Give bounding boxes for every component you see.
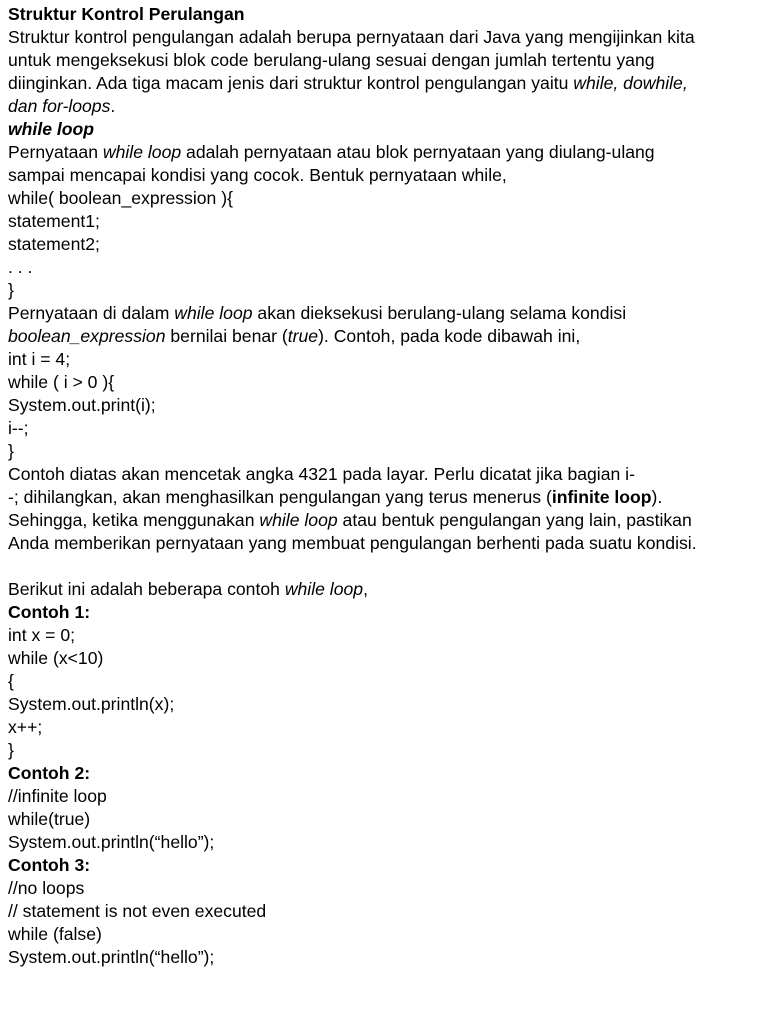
text-run: adalah pernyataan atau blok pernyataan yang diulang-ulang bbox=[181, 142, 655, 162]
intro-period: . bbox=[110, 96, 116, 116]
page-title: Struktur Kontrol Perulangan bbox=[8, 4, 245, 24]
explanation-line-1: Contoh diatas akan mencetak angka 4321 pada layar. Perlu dicatat jika bagian i- bbox=[8, 464, 635, 484]
code-line: statement2; bbox=[8, 234, 100, 254]
text-run: atau bentuk pengulangan yang lain, pastikan bbox=[337, 510, 692, 530]
code-line: . . . bbox=[8, 257, 33, 277]
code-line: while (false) bbox=[8, 924, 102, 944]
intro-line-3 bbox=[8, 72, 764, 95]
code-line: x++; bbox=[8, 717, 43, 737]
example-1 bbox=[8, 601, 764, 762]
code-line: // statement is not even executed bbox=[8, 901, 267, 921]
code-line: System.out.println(“hello”); bbox=[8, 947, 215, 967]
text-run: akan dieksekusi berulang-ulang selama kondisi bbox=[252, 303, 627, 323]
code-line: i--; bbox=[8, 418, 29, 438]
infinite-loop-term: infinite loop bbox=[551, 487, 652, 507]
code-line: while ( i > 0 ){ bbox=[8, 372, 115, 392]
code-line: statement1; bbox=[8, 211, 100, 231]
execution-line-1 bbox=[8, 302, 764, 325]
while-description-line-2: sampai mencapai kondisi yang cocok. Bentuk pernyataan while, bbox=[8, 165, 507, 185]
code-line: System.out.println(“hello”); bbox=[8, 832, 215, 852]
while-description-line-1 bbox=[8, 141, 764, 164]
blank-line bbox=[8, 555, 764, 578]
execution-line-2 bbox=[8, 325, 764, 348]
code-line: { bbox=[8, 671, 14, 691]
code-line: //no loops bbox=[8, 878, 85, 898]
true-term: true bbox=[287, 326, 319, 346]
while-loop-term: while loop bbox=[284, 579, 364, 599]
example-2-heading: Contoh 2: bbox=[8, 763, 91, 783]
while-description bbox=[8, 141, 764, 187]
text-run: bernilai benar ( bbox=[165, 326, 288, 346]
code-line: while (x<10) bbox=[8, 648, 104, 668]
text-run: , bbox=[363, 579, 368, 599]
explanation-line-4: Anda memberikan pernyataan yang membuat pengulangan berhenti pada suatu kondisi. bbox=[8, 533, 697, 553]
text-run: Pernyataan bbox=[8, 142, 103, 162]
text-run: ). bbox=[651, 487, 663, 507]
while-loop-term: while loop bbox=[102, 142, 182, 162]
code-line: } bbox=[8, 280, 14, 300]
code-example-block bbox=[8, 348, 764, 463]
code-line: while( boolean_expression ){ bbox=[8, 188, 233, 208]
text-run: Pernyataan di dalam bbox=[8, 303, 175, 323]
examples-intro bbox=[8, 578, 764, 601]
syntax-block bbox=[8, 187, 764, 302]
text-run: Berikut ini adalah beberapa contoh bbox=[8, 579, 285, 599]
code-line: System.out.println(x); bbox=[8, 694, 175, 714]
boolean-expression-term: boolean_expression bbox=[8, 326, 166, 346]
intro-line-2: untuk mengeksekusi blok code berulang-ulang sesuai dengan jumlah tertentu yang bbox=[8, 50, 655, 70]
code-line: int i = 4; bbox=[8, 349, 71, 369]
example-1-heading: Contoh 1: bbox=[8, 602, 91, 622]
code-line: int x = 0; bbox=[8, 625, 75, 645]
example-3-heading: Contoh 3: bbox=[8, 855, 91, 875]
loop-types-emphasis-end: dan for-loops bbox=[8, 96, 111, 116]
example-2 bbox=[8, 762, 764, 854]
intro-line-4 bbox=[8, 95, 764, 118]
code-line: //infinite loop bbox=[8, 786, 107, 806]
text-run: ). Contoh, pada kode dibawah ini, bbox=[318, 326, 581, 346]
code-line: } bbox=[8, 740, 14, 760]
text-run: -; dihilangkan, akan menghasilkan pengulangan yang terus menerus ( bbox=[8, 487, 552, 507]
explanation-line-3 bbox=[8, 509, 764, 532]
code-line: while(true) bbox=[8, 809, 91, 829]
while-loop-heading: while loop bbox=[8, 119, 95, 139]
loop-types-emphasis: while, dowhile, bbox=[573, 73, 688, 93]
intro-line-1: Struktur kontrol pengulangan adalah berupa pernyataan dari Java yang mengijinkan kita bbox=[8, 27, 695, 47]
code-line: } bbox=[8, 441, 14, 461]
intro-text: diinginkan. Ada tiga macam jenis dari struktur kontrol pengulangan yaitu bbox=[8, 73, 574, 93]
while-loop-term: while loop bbox=[259, 510, 338, 530]
text-run: Sehingga, ketika menggunakan bbox=[8, 510, 260, 530]
execution-paragraph bbox=[8, 302, 764, 348]
explanation-paragraph bbox=[8, 463, 764, 555]
intro-paragraph bbox=[8, 26, 764, 118]
while-loop-term: while loop bbox=[174, 303, 253, 323]
document-page bbox=[8, 3, 764, 969]
explanation-line-2 bbox=[8, 486, 764, 509]
code-line: System.out.print(i); bbox=[8, 395, 156, 415]
example-3 bbox=[8, 854, 764, 969]
